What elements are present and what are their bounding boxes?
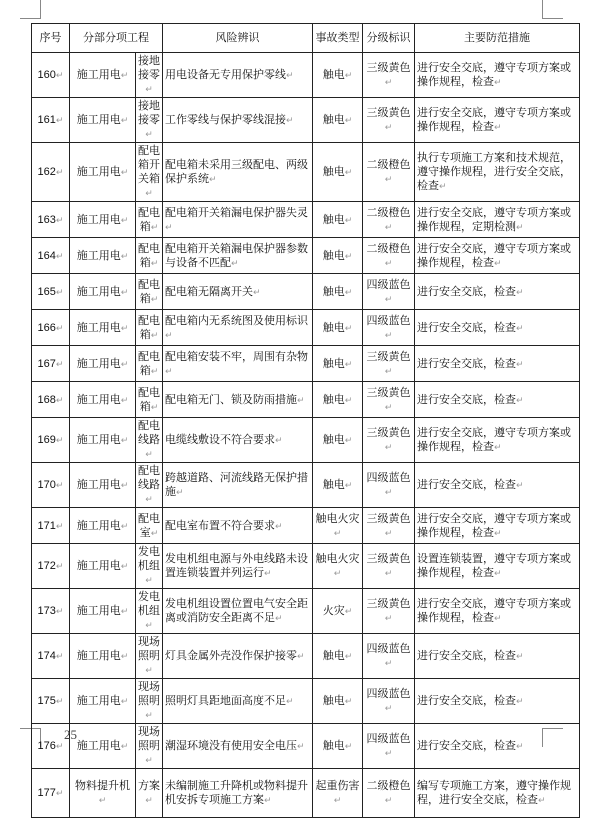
cell-subpart: 配电箱↵: [136, 346, 163, 382]
paragraph-mark: ↵: [384, 257, 393, 268]
cell-level: 四级蓝色↵: [363, 724, 415, 769]
cell-measure: 进行安全交底，遵守专项方案或操作规程，检查↵: [415, 418, 580, 463]
paragraph-mark: ↵: [344, 696, 353, 706]
cell-part: 施工用电↵: [70, 346, 136, 382]
paragraph-mark: ↵: [120, 358, 129, 369]
cell-no: 169↵: [32, 418, 70, 463]
paragraph-mark: ↵: [384, 527, 393, 538]
cell-no: 163↵: [32, 202, 70, 238]
paragraph-mark: ↵: [55, 520, 64, 531]
paragraph-mark: ↵: [264, 568, 272, 578]
paragraph-mark: ↵: [145, 710, 153, 720]
paragraph-mark: ↵: [55, 741, 64, 751]
paragraph-mark: ↵: [344, 167, 353, 177]
cell-measure: 进行安全交底，检查↵: [415, 382, 580, 418]
paragraph-mark: ↵: [344, 286, 353, 297]
paragraph-mark: ↵: [165, 221, 173, 232]
cell-subpart: 现场照明↵: [136, 634, 163, 679]
cell-no: 174↵: [32, 634, 70, 679]
cell-accident-type: 触电↵: [313, 238, 363, 274]
paragraph-mark: ↵: [264, 795, 272, 805]
paragraph-mark: ↵: [150, 257, 159, 268]
paragraph-mark: ↵: [384, 487, 393, 497]
paragraph-mark: ↵: [384, 329, 393, 340]
cell-risk: 未编制施工升降机或物料提升机安拆专项施工方案↵: [163, 769, 313, 818]
paragraph-mark: ↵: [297, 741, 305, 751]
table-row: [32, 634, 580, 679]
cell-no: 164↵: [32, 238, 70, 274]
cell-part: 施工用电↵: [70, 53, 136, 98]
table-row: [32, 382, 580, 418]
paragraph-mark: ↵: [55, 435, 64, 445]
header-level: 分级标识: [363, 24, 415, 53]
paragraph-mark: ↵: [516, 696, 524, 706]
cell-accident-type: 触电↵: [313, 679, 363, 724]
cell-level: 三级黄色↵: [363, 508, 415, 544]
paragraph-mark: ↵: [538, 795, 546, 805]
paragraph-mark: ↵: [120, 435, 129, 445]
cell-accident-type: 触电↵: [313, 310, 363, 346]
cell-part: 施工用电↵: [70, 98, 136, 143]
cell-level: 四级蓝色↵: [363, 634, 415, 679]
paragraph-mark: ↵: [344, 606, 353, 616]
cell-measure: 进行安全交底，遵守专项方案或操作规程，检查↵: [415, 589, 580, 634]
header-part: 分部分项工程: [70, 24, 163, 53]
cell-accident-type: 触电↵: [313, 98, 363, 143]
cell-risk: 灯具金属外壳没作保护接零↵: [163, 634, 313, 679]
cell-no: 168↵: [32, 382, 70, 418]
cell-level: 四级蓝色↵: [363, 463, 415, 508]
cell-no: 177↵: [32, 769, 70, 818]
paragraph-mark: ↵: [55, 696, 64, 706]
paragraph-mark: ↵: [297, 651, 305, 661]
paragraph-mark: ↵: [145, 494, 153, 504]
cell-level: 三级黄色↵: [363, 544, 415, 589]
paragraph-mark: ↵: [384, 122, 393, 132]
paragraph-mark: ↵: [494, 613, 502, 623]
paragraph-mark: ↵: [344, 115, 353, 125]
cell-risk: 工作零线与保护零线混接↵: [163, 98, 313, 143]
cell-accident-type: 触电火灾↵: [313, 544, 363, 589]
table-row: [32, 769, 580, 818]
paragraph-mark: ↵: [494, 527, 502, 538]
cell-subpart: 配电箱↵: [136, 310, 163, 346]
cell-measure: 进行安全交底，检查↵: [415, 463, 580, 508]
paragraph-mark: ↵: [145, 620, 153, 630]
paragraph-mark: ↵: [516, 741, 524, 751]
paragraph-mark: ↵: [384, 568, 393, 578]
risk-table: [31, 23, 580, 818]
paragraph-mark: ↵: [494, 442, 502, 452]
paragraph-mark: ↵: [494, 257, 502, 268]
cell-part: 施工用电↵: [70, 589, 136, 634]
paragraph-mark: ↵: [120, 520, 129, 531]
paragraph-mark: ↵: [145, 129, 153, 139]
cell-part: 施工用电↵: [70, 274, 136, 310]
table-row: [32, 238, 580, 274]
paragraph-mark: ↵: [120, 480, 129, 490]
paragraph-mark: ↵: [55, 70, 64, 80]
paragraph-mark: ↵: [384, 365, 393, 376]
cell-subpart: 接地接零↵: [136, 98, 163, 143]
cell-no: 166↵: [32, 310, 70, 346]
cell-no: 162↵: [32, 143, 70, 202]
table-row: [32, 53, 580, 98]
cell-no: 160↵: [32, 53, 70, 98]
cell-accident-type: 触电↵: [313, 202, 363, 238]
cell-risk: 配电箱内无系统图及使用标识↵: [163, 310, 313, 346]
paragraph-mark: ↵: [55, 115, 64, 125]
paragraph-mark: ↵: [145, 665, 153, 675]
paragraph-mark: ↵: [344, 70, 353, 80]
header-no: 序号: [32, 24, 70, 53]
cell-level: 三级黄色↵: [363, 589, 415, 634]
cell-measure: 进行安全交底，遵守专项方案或操作规程，检查↵: [415, 98, 580, 143]
paragraph-mark: ↵: [145, 795, 153, 805]
cell-accident-type: 触电↵: [313, 143, 363, 202]
paragraph-mark: ↵: [344, 480, 353, 490]
cell-measure: 进行安全交底，检查↵: [415, 679, 580, 724]
paragraph-mark: ↵: [439, 181, 447, 191]
paragraph-mark: ↵: [120, 250, 129, 261]
crop-mark-top-right: [542, 0, 563, 19]
paragraph-mark: ↵: [253, 286, 261, 297]
cell-risk: 照明灯具距地面高度不足↵: [163, 679, 313, 724]
cell-accident-type: 火灾↵: [313, 589, 363, 634]
cell-no: 175↵: [32, 679, 70, 724]
paragraph-mark: ↵: [333, 527, 342, 538]
paragraph-mark: ↵: [494, 77, 502, 87]
table-row: [32, 418, 580, 463]
table-row: [32, 202, 580, 238]
paragraph-mark: ↵: [231, 257, 239, 268]
paragraph-mark: ↵: [98, 795, 107, 805]
paragraph-mark: ↵: [344, 651, 353, 661]
paragraph-mark: ↵: [333, 568, 342, 578]
paragraph-mark: ↵: [120, 70, 129, 80]
paragraph-mark: ↵: [516, 322, 524, 333]
paragraph-mark: ↵: [286, 70, 294, 80]
paragraph-mark: ↵: [55, 322, 64, 333]
cell-subpart: 现场照明↵: [136, 679, 163, 724]
paragraph-mark: ↵: [55, 606, 64, 616]
paragraph-mark: ↵: [120, 322, 129, 333]
paragraph-mark: ↵: [275, 435, 283, 445]
crop-mark-top-left: [20, 0, 41, 19]
paragraph-mark: ↵: [344, 250, 353, 261]
cell-subpart: 发电机组↵: [136, 544, 163, 589]
cell-no: 167↵: [32, 346, 70, 382]
paragraph-mark: ↵: [384, 795, 393, 805]
cell-part: 施工用电↵: [70, 463, 136, 508]
table-row: [32, 98, 580, 143]
cell-no: 170↵: [32, 463, 70, 508]
paragraph-mark: ↵: [176, 487, 184, 497]
paragraph-mark: ↵: [275, 613, 283, 623]
cell-subpart: 配电箱开关箱↵: [136, 143, 163, 202]
cell-accident-type: 触电↵: [313, 634, 363, 679]
table-row: [32, 508, 580, 544]
paragraph-mark: ↵: [297, 394, 305, 405]
cell-level: 二级橙色↵: [363, 202, 415, 238]
cell-accident-type: 触电↵: [313, 53, 363, 98]
cell-part: 施工用电↵: [70, 679, 136, 724]
table-row: [32, 310, 580, 346]
cell-no: 165↵: [32, 274, 70, 310]
paragraph-mark: ↵: [120, 561, 129, 571]
cell-part: 施工用电↵: [70, 382, 136, 418]
paragraph-mark: ↵: [55, 214, 64, 225]
cell-level: 四级蓝色↵: [363, 274, 415, 310]
cell-subpart: 配电箱↵: [136, 238, 163, 274]
paragraph-mark: ↵: [344, 322, 353, 333]
cell-measure: 进行安全交底，检查↵: [415, 310, 580, 346]
paragraph-mark: ↵: [384, 401, 393, 412]
table-row: [32, 463, 580, 508]
cell-subpart: 现场照明↵: [136, 724, 163, 769]
table-row: [32, 346, 580, 382]
paragraph-mark: ↵: [516, 394, 524, 405]
paragraph-mark: ↵: [384, 77, 393, 87]
paragraph-mark: ↵: [120, 167, 129, 177]
cell-subpart: 配电箱↵: [136, 274, 163, 310]
cell-risk: 配电箱安装不牢，周围有杂物↵: [163, 346, 313, 382]
paragraph-mark: ↵: [384, 748, 393, 758]
cell-subpart: 方案↵: [136, 769, 163, 818]
cell-no: 173↵: [32, 589, 70, 634]
cell-measure: 进行安全交底，检查↵: [415, 274, 580, 310]
paragraph-mark: ↵: [344, 435, 353, 445]
table-row: [32, 544, 580, 589]
cell-part: 物料提升机↵: [70, 769, 136, 818]
cell-part: 施工用电↵: [70, 508, 136, 544]
cell-level: 二级橙色↵: [363, 238, 415, 274]
paragraph-mark: ↵: [120, 651, 129, 661]
paragraph-mark: ↵: [275, 520, 283, 531]
cell-measure: 执行专项施工方案和技术规范，遵守操作规程，进行安全交底，检查↵: [415, 143, 580, 202]
cell-measure: 编写专项施工方案，遵守操作规程，进行安全交底，检查↵: [415, 769, 580, 818]
page-number: 25: [64, 727, 77, 742]
paragraph-mark: ↵: [55, 480, 64, 490]
cell-accident-type: 触电火灾↵: [313, 508, 363, 544]
cell-accident-type: 触电↵: [313, 274, 363, 310]
cell-risk: 发电机组电源与外电线路未设置连锁装置并列运行↵: [163, 544, 313, 589]
paragraph-mark: ↵: [120, 696, 129, 706]
cell-no: 161↵: [32, 98, 70, 143]
paragraph-mark: ↵: [150, 527, 159, 538]
cell-risk: 跨越道路、河流线路无保护措施↵: [163, 463, 313, 508]
cell-part: 施工用电↵: [70, 634, 136, 679]
table-row: [32, 589, 580, 634]
paragraph-mark: ↵: [384, 221, 393, 232]
table-body: [32, 53, 580, 818]
cell-subpart: 配电室↵: [136, 508, 163, 544]
table-row: [32, 679, 580, 724]
paragraph-mark: ↵: [344, 394, 353, 405]
cell-risk: 用电设备无专用保护零线↵: [163, 53, 313, 98]
paragraph-mark: ↵: [516, 221, 524, 232]
paragraph-mark: ↵: [344, 741, 353, 751]
paragraph-mark: ↵: [286, 115, 294, 125]
table-row: [32, 274, 580, 310]
cell-accident-type: 触电↵: [313, 382, 363, 418]
paragraph-mark: ↵: [55, 561, 64, 571]
paragraph-mark: ↵: [516, 286, 524, 297]
paragraph-mark: ↵: [165, 365, 173, 376]
cell-risk: 配电箱无门、锁及防雨措施↵: [163, 382, 313, 418]
paragraph-mark: ↵: [333, 795, 342, 805]
paragraph-mark: ↵: [384, 658, 393, 668]
paragraph-mark: ↵: [384, 293, 393, 304]
table-row: [32, 724, 580, 769]
paragraph-mark: ↵: [120, 214, 129, 225]
cell-measure: 进行安全交底，遵守专项方案或操作规程，定期检测↵: [415, 202, 580, 238]
paragraph-mark: ↵: [120, 741, 129, 751]
cell-level: 三级黄色↵: [363, 53, 415, 98]
paragraph-mark: ↵: [209, 174, 217, 184]
cell-risk: 配电箱开关箱漏电保护器参数与设备不匹配↵: [163, 238, 313, 274]
cell-risk: 配电箱未采用三级配电、两级保护系统↵: [163, 143, 313, 202]
paragraph-mark: ↵: [55, 167, 64, 177]
paragraph-mark: ↵: [150, 221, 159, 232]
paragraph-mark: ↵: [384, 174, 393, 184]
cell-risk: 潮湿环境没有使用安全电压↵: [163, 724, 313, 769]
cell-risk: 电缆线敷设不符合要求↵: [163, 418, 313, 463]
cell-measure: 进行安全交底，检查↵: [415, 346, 580, 382]
cell-accident-type: 起重伤害↵: [313, 769, 363, 818]
cell-measure: 设置连锁装置，遵守专项方案或操作规程，检查↵: [415, 544, 580, 589]
paragraph-mark: ↵: [286, 696, 294, 706]
cell-part: 施工用电↵: [70, 544, 136, 589]
paragraph-mark: ↵: [494, 122, 502, 132]
paragraph-mark: ↵: [344, 358, 353, 369]
cell-level: 二级橙色↵: [363, 769, 415, 818]
cell-no: 172↵: [32, 544, 70, 589]
cell-level: 四级蓝色↵: [363, 679, 415, 724]
cell-accident-type: 触电↵: [313, 463, 363, 508]
paragraph-mark: ↵: [384, 442, 393, 452]
cell-risk: 配电室布置不符合要求↵: [163, 508, 313, 544]
paragraph-mark: ↵: [55, 394, 64, 405]
paragraph-mark: ↵: [55, 788, 64, 798]
paragraph-mark: ↵: [145, 755, 153, 765]
cell-measure: 进行安全交底，遵守专项方案或操作规程，检查↵: [415, 53, 580, 98]
cell-part: 施工用电↵: [70, 310, 136, 346]
cell-measure: 进行安全交底，遵守专项方案或操作规程，检查↵: [415, 508, 580, 544]
header-measure: 主要防范措施: [415, 24, 580, 53]
header-risk: 风险辨识: [163, 24, 313, 53]
cell-level: 三级黄色↵: [363, 382, 415, 418]
cell-subpart: 配电箱↵: [136, 382, 163, 418]
cell-level: 四级蓝色↵: [363, 310, 415, 346]
paragraph-mark: ↵: [120, 115, 129, 125]
paragraph-mark: ↵: [120, 394, 129, 405]
cell-level: 三级黄色↵: [363, 98, 415, 143]
cell-part: 施工用电↵: [70, 724, 136, 769]
cell-risk: 发电机组设置位置电气安全距离或消防安全距离不足↵: [163, 589, 313, 634]
paragraph-mark: ↵: [55, 286, 64, 297]
cell-measure: 进行安全交底，检查↵: [415, 724, 580, 769]
paragraph-mark: ↵: [145, 84, 153, 94]
paragraph-mark: ↵: [145, 575, 153, 585]
cell-part: 施工用电↵: [70, 418, 136, 463]
table-header-row: [32, 24, 580, 53]
paragraph-mark: ↵: [516, 358, 524, 369]
table-row: [32, 143, 580, 202]
header-type: 事故类型: [313, 24, 363, 53]
paragraph-mark: ↵: [55, 651, 64, 661]
cell-part: 施工用电↵: [70, 238, 136, 274]
paragraph-mark: ↵: [120, 286, 129, 297]
paragraph-mark: ↵: [384, 703, 393, 713]
cell-subpart: 配电箱↵: [136, 202, 163, 238]
paragraph-mark: ↵: [55, 250, 64, 261]
paragraph-mark: ↵: [384, 613, 393, 623]
paragraph-mark: ↵: [165, 329, 173, 340]
cell-part: 施工用电↵: [70, 143, 136, 202]
paragraph-mark: ↵: [150, 329, 159, 340]
cell-level: 三级黄色↵: [363, 346, 415, 382]
paragraph-mark: ↵: [55, 358, 64, 369]
cell-accident-type: 触电↵: [313, 346, 363, 382]
cell-measure: 进行安全交底，检查↵: [415, 634, 580, 679]
paragraph-mark: ↵: [120, 606, 129, 616]
paragraph-mark: ↵: [344, 214, 353, 225]
cell-subpart: 配电线路↵: [136, 463, 163, 508]
paragraph-mark: ↵: [494, 568, 502, 578]
cell-level: 三级黄色↵: [363, 418, 415, 463]
cell-subpart: 接地接零↵: [136, 53, 163, 98]
paragraph-mark: ↵: [145, 449, 153, 459]
paragraph-mark: ↵: [516, 651, 524, 661]
cell-accident-type: 触电↵: [313, 418, 363, 463]
paragraph-mark: ↵: [145, 188, 153, 198]
cell-no: 176↵: [32, 724, 70, 769]
paragraph-mark: ↵: [150, 293, 159, 304]
cell-measure: 进行安全交底，遵守专项方案或操作规程，检查↵: [415, 238, 580, 274]
cell-risk: 配电箱开关箱漏电保护器失灵↵: [163, 202, 313, 238]
cell-subpart: 配电线路↵: [136, 418, 163, 463]
cell-part: 施工用电↵: [70, 202, 136, 238]
paragraph-mark: ↵: [150, 365, 159, 376]
cell-subpart: 发电机组↵: [136, 589, 163, 634]
cell-level: 二级橙色↵: [363, 143, 415, 202]
paragraph-mark: ↵: [150, 401, 159, 412]
paragraph-mark: ↵: [516, 480, 524, 490]
cell-risk: 配电箱无隔离开关↵: [163, 274, 313, 310]
cell-no: 171↵: [32, 508, 70, 544]
cell-accident-type: 触电↵: [313, 724, 363, 769]
